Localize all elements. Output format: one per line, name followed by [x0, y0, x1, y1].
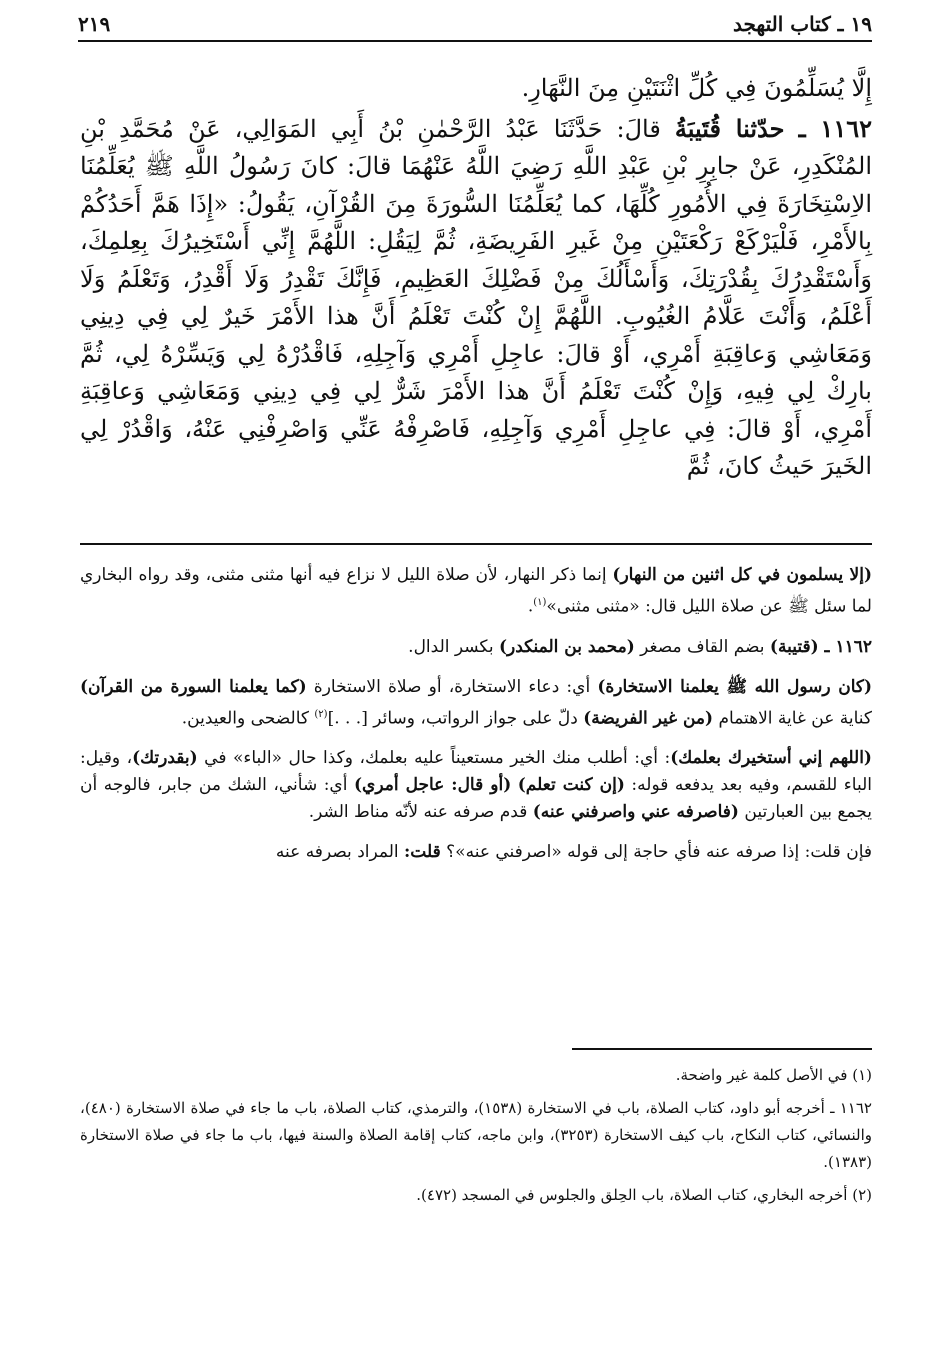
commentary-text: فإن قلت: إذا صرفه عنه فأي حاجة إلى قوله «اصرفني عنه»؟	[446, 842, 872, 863]
hadith-number: ١١٦٢ ـ	[798, 113, 872, 143]
footnote-marker: (٢)	[314, 708, 328, 720]
chapter-title: ١٩ ـ كتاب التهجد	[732, 12, 872, 36]
footnote-text: أخرجه البخاري، كتاب الصلاة، باب الحِلق والجلوس في المسجد (٤٧٢).	[416, 1186, 848, 1204]
page-number: ٢١٩	[78, 12, 111, 36]
commentary-keyword: ١١٦٢ ـ (قتيبة)	[769, 636, 872, 657]
commentary-keyword: (كان رسول الله ﷺ يعلمنا الاستخارة)	[597, 676, 873, 697]
commentary-text: المراد بصرفه عنه	[275, 842, 399, 863]
footnote-separator	[572, 1048, 872, 1050]
hadith-narrator-lead: حدّثنا قُتَيبَةُ	[674, 113, 785, 143]
footnote-text: أخرجه أبو داود، كتاب الصلاة، باب في الاستخارة (١٥٣٨)، والترمذي، كتاب الصلاة، باب ما جاء في صلاة الاستخارة (٤٨٠)، والنسائي، كتاب النكاح، باب كيف الاستخارة (٣٢٥٣)، وابن ماجه، كتاب إقامة الصلاة والسنة فيها، باب ما جاء في صلاة الاستخارة (١٣٨٣).	[80, 1099, 872, 1171]
commentary-paragraph	[80, 634, 872, 661]
commentary-text: دلّ على جواز الرواتب، وسائر [. . .]	[327, 708, 578, 729]
footnote	[80, 1095, 872, 1176]
footnote-number: ١١٦٢ ـ	[830, 1099, 872, 1117]
commentary-paragraph	[80, 839, 872, 866]
commentary-paragraph	[80, 745, 872, 826]
commentary-keyword: (إن كنت تعلم)	[517, 775, 625, 796]
commentary-keyword: (من غير الفريضة)	[583, 708, 714, 729]
main-separator	[80, 543, 872, 545]
hadith-text-block	[80, 70, 872, 486]
footnote-marker: (١)	[533, 597, 547, 608]
footnote-number: (٢)	[852, 1186, 872, 1204]
commentary-keyword: (إلا يسلمون في كل اثنين من النهار)	[612, 565, 873, 585]
footnote-text: في الأصل كلمة غير واضحة.	[675, 1066, 848, 1084]
page-header	[78, 8, 872, 42]
commentary-text: قدم صرفه عنه لأنّه مناط الشر.	[308, 802, 528, 823]
footnote-number: (١)	[852, 1066, 872, 1084]
commentary-paragraph	[80, 562, 872, 621]
commentary-block	[80, 562, 872, 879]
commentary-text: : أي: أطلب منك الخير مستعيناً عليه بعلمك، وكذا حال «الباء» في	[204, 748, 671, 769]
commentary-text: ، وقيل: الباء للقسم، وفيه بعد يدفعه قوله:	[80, 748, 873, 796]
commentary-text: إنما ذكر النهار، لأن صلاة الليل لا نزاع فيه أنها مثنى مثنى، وقد رواه البخاري لما سئل ﷺ عن صلاة الليل قال: «مثنى مثنى»	[80, 565, 872, 617]
commentary-keyword: (بقدرتك)	[132, 748, 198, 769]
commentary-keyword: قلت:	[404, 842, 441, 863]
hadith-1162	[80, 110, 872, 486]
commentary-keyword: (اللهم إني أستخيرك بعلمك)	[670, 748, 872, 769]
commentary-keyword: (فاصرفه عني واصرفني عنه)	[532, 802, 739, 823]
commentary-text: كالضحى والعيدين.	[181, 708, 309, 729]
footnote	[80, 1182, 872, 1209]
commentary-text: كناية عن غاية الاهتمام	[718, 708, 872, 729]
commentary-text: بكسر الدال.	[408, 636, 494, 657]
commentary-keyword: (كما يعلمنا السورة من القرآن)	[80, 676, 307, 697]
footnote	[80, 1062, 872, 1089]
commentary-text: أي: دعاء الاستخارة، أو صلاة الاستخارة	[313, 676, 591, 697]
commentary-keyword: (أو قال: عاجل أمري)	[353, 775, 512, 796]
commentary-paragraph	[80, 674, 872, 733]
commentary-text: .	[527, 596, 534, 617]
footnotes-block	[80, 1062, 872, 1215]
hadith-ending-line: إِلَّا يُسَلِّمُونَ فِي كُلِّ اثْنَتَيْنِ مِنَ النَّهَارِ.	[521, 74, 872, 102]
commentary-text: أي: شأني، الشك من جابر، فالوجه أن يجمع بين العبارتين	[80, 775, 872, 823]
commentary-keyword: (محمد بن المنكدر)	[498, 636, 635, 657]
hadith-body: قالَ: حَدَّثَنَا عَبْدُ الرَّحْمٰنِ بْنُ أَبِي المَوَالِي، عَنْ مُحَمَّدِ بْنِ المُنْكَدِرِ، عَنْ جابِرِ بْنِ عَبْدِ اللَّهِ رَضِيَ اللَّهُ عَنْهُمَا قالَ: كانَ رَسُولُ اللَّهِ ﷺ يُعَلِّمُنَا الاِسْتِخَارَةَ فِي الأُمُورِ كُلِّهَا، كما يُعَلِّمُنَا السُّورَةَ مِنَ القُرْآنِ، يَقُولُ: «إِذَا هَمَّ أَحَدُكُمْ بِالأَمْرِ، فَلْيَرْكَعْ رَكْعَتَيْنِ مِنْ غَيرِ الفَرِيضَةِ، ثُمَّ لِيَقُلِ: اللَّهُمَّ إِنِّي أَسْتَخِيرُكَ بِعِلمِكَ، وَأَسْتَقْدِرُكَ بِقُدْرَتِكَ، وَأَسْأَلُكَ مِنْ فَضْلِكَ العَظِيمِ، فَإِنَّكَ تَقْدِرُ وَلَا أَقْدِرُ، وَتَعْلَمُ وَلَا أَعْلَمُ، وَأَنْتَ عَلَّامُ الغُيُوبِ. اللَّهُمَّ إِنْ كُنْتَ تَعْلَمُ أَنَّ هذا الأَمْرَ خَيرٌ لِي فِي دِينِي وَمَعَاشِي وَعاقِبَةِ أَمْرِي، أَوْ قالَ: عاجِلِ أَمْرِي وَآجِلِهِ، فَاقْدُرْهُ لِي وَيَسِّرْهُ لِي، ثُمَّ بارِكْ لِي فِيهِ، وَإِنْ كُنْتَ تَعْلَمُ أَنَّ هذا الأَمْرَ شَرٌّ لِي فِي دِينِي وَمَعَاشِي وَعاقِبَةِ أَمْرِي، أَوْ قالَ: فِي عاجِلِ أَمْرِي وَآجِلِهِ، فَاصْرِفْهُ عَنِّي وَاصْرِفْنِي عَنْهُ، وَاقْدُرْ لِي الخَيرَ حَيثُ كانَ، ثُمَّ	[80, 114, 872, 480]
commentary-text: بضم القاف مصغر	[640, 636, 765, 657]
